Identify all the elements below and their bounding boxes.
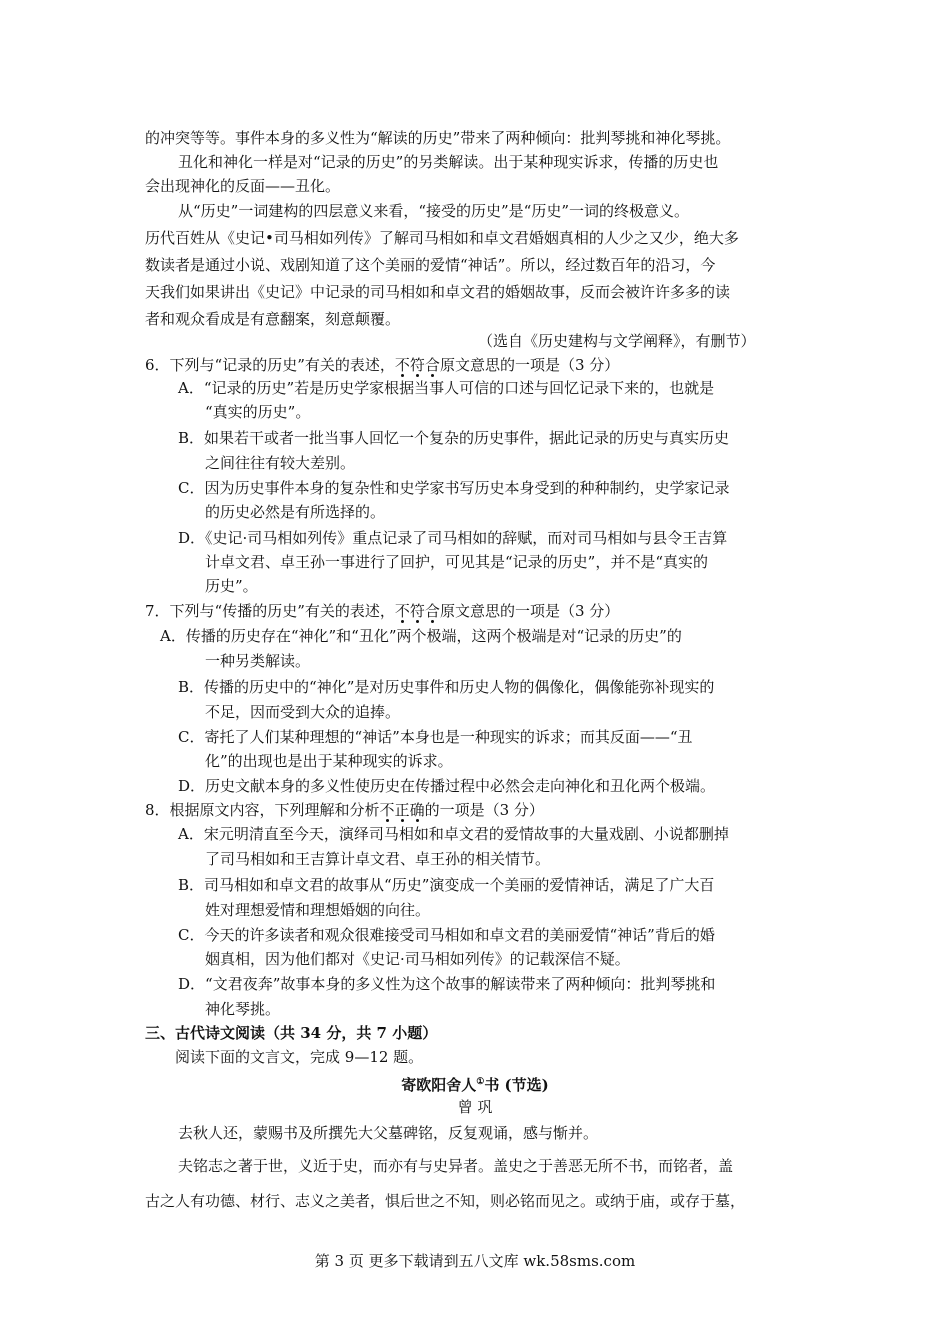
essay-title: 寄欧阳舍人①书 (节选) <box>401 1076 549 1094</box>
passage-line: 者和观众看成是有意翻案，刻意颠覆。 <box>145 310 401 328</box>
emphasis-char: 合 <box>424 602 440 620</box>
q7-option-b-cont: 不足，因而受到大众的追捧。 <box>205 703 401 721</box>
emphasis-char: 符 <box>409 602 425 620</box>
q8-option-a-cont: 了司马相如和王吉算计卓文君、卓王孙的相关情节。 <box>205 850 551 868</box>
emphasis-char: 不 <box>379 801 395 819</box>
passage-line: 历代百姓从《史记•司马相如列传》了解司马相如和卓文君婚姻真相的人少之又少，绝大多 <box>145 229 739 247</box>
emphasis-char: 不 <box>394 356 410 374</box>
section-instruction: 阅读下面的文言文，完成 9—12 题。 <box>175 1048 424 1066</box>
essay-line: 古之人有功德、材行、志义之美者，惧后世之不知，则必铭而见之。或纳于庙，或存于墓， <box>145 1192 746 1210</box>
q6-option-a: A．“记录的历史”若是历史学家根据当事人可信的口述与回忆记录下来的，也就是 <box>178 379 715 397</box>
q6-option-c: C．因为历史事件本身的复杂性和史学家书写历史本身受到的种种制约，史学家记录 <box>178 479 730 497</box>
q8-option-d-cont: 神化琴挑。 <box>205 1000 281 1018</box>
passage-source: （选自《历史建构与文学阐释》，有删节） <box>478 332 756 350</box>
q6-option-d: D．《史记·司马相如列传》重点记录了司马相如的辞赋，而对司马相如与县令王吉算 <box>178 529 728 547</box>
passage-line: 天我们如果讲出《史记》中记录的司马相如和卓文君的婚姻故事，反而会被许许多多的读 <box>145 283 731 301</box>
essay-line: 去秋人还，蒙赐书及所撰先大父墓碑铭，反复观诵，感与惭并。 <box>178 1124 599 1142</box>
emphasis-char: 确 <box>409 801 425 819</box>
q7-option-a-cont: 一种另类解读。 <box>205 652 311 670</box>
q7-option-c-cont: 化”的出现也是出于某种现实的诉求。 <box>205 752 453 770</box>
q6-option-c-cont: 的历史必然是有所选择的。 <box>205 503 386 521</box>
emphasis-char: 合 <box>424 356 440 374</box>
q6-option-b-cont: 之间往往有较大差别。 <box>205 454 356 472</box>
q7-option-c: C．寄托了人们某种理想的“神话”本身也是一种现实的诉求；而其反面——“丑 <box>178 728 693 746</box>
q8-option-b: B．司马相如和卓文君的故事从“历史”演变成一个美丽的爱情神话，满足了广大百 <box>178 876 715 894</box>
q8-option-c-cont: 姻真相，因为他们都对《史记·司马相如列传》的记载深信不疑。 <box>205 950 630 968</box>
passage-line: 的冲突等等。事件本身的多义性为“解读的历史”带来了两种倾向：批判琴挑和神化琴挑。 <box>145 129 731 147</box>
passage-line: 从“历史”一词建构的四层意义来看，“接受的历史”是“历史”一词的终极意义。 <box>178 202 690 220</box>
q8-option-c: C．今天的许多读者和观众很难接受司马相如和卓文君的美丽爱情“神话”背后的婚 <box>178 926 715 944</box>
q8-option-d: D．“文君夜奔”故事本身的多义性为这个故事的解读带来了两种倾向：批判琴挑和 <box>178 975 716 993</box>
essay-author: 曾 巩 <box>457 1098 493 1116</box>
footnote-marker: ① <box>476 1077 485 1087</box>
question-6-stem: 6．下列与“记录的历史”有关的表述，不符合原文意思的一项是（3 分） <box>145 356 620 374</box>
passage-line: 会出现神化的反面——丑化。 <box>145 177 341 195</box>
q6-option-d-cont: 历史”。 <box>205 577 258 595</box>
essay-line: 夫铭志之著于世，义近于史，而亦有与史异者。盖史之于善恶无所不书，而铭者，盖 <box>178 1157 734 1175</box>
q8-option-a: A．宋元明清直至今天，演绎司马相如和卓文君的爱情故事的大量戏剧、小说都删掉 <box>178 825 729 843</box>
q7-option-b: B．传播的历史中的“神化”是对历史事件和历史人物的偶像化，偶像能弥补现实的 <box>178 678 715 696</box>
passage-line: 丑化和神化一样是对“记录的历史”的另类解读。出于某种现实诉求，传播的历史也 <box>178 153 719 171</box>
page-footer: 第 3 页 更多下载请到五八文库 wk.58sms.com <box>314 1252 636 1270</box>
q7-option-d: D．历史文献本身的多义性使历史在传播过程中必然会走向神化和丑化两个极端。 <box>178 777 716 795</box>
q6-option-d-cont: 计卓文君、卓王孙一事进行了回护，可见其是“记录的历史”，并不是“真实的 <box>205 553 709 571</box>
emphasis-char: 正 <box>394 801 410 819</box>
section-heading: 三、古代诗文阅读（共 34 分，共 7 小题） <box>145 1024 438 1042</box>
emphasis-char: 符 <box>409 356 425 374</box>
q7-option-a: A．传播的历史存在“神化”和“丑化”两个极端，这两个极端是对“记录的历史”的 <box>160 627 682 645</box>
q6-option-a-cont: “真实的历史”。 <box>205 403 311 421</box>
question-7-stem: 7．下列与“传播的历史”有关的表述，不符合原文意思的一项是（3 分） <box>145 602 620 620</box>
q6-option-b: B．如果若干或者一批当事人回忆一个复杂的历史事件，据此记录的历史与真实历史 <box>178 429 730 447</box>
passage-line: 数读者是通过小说、戏剧知道了这个美丽的爱情“神话”。所以，经过数百年的沿习，今 <box>145 256 716 274</box>
question-8-stem: 8．根据原文内容，下列理解和分析不正确的一项是（3 分） <box>145 801 544 819</box>
emphasis-char: 不 <box>394 602 410 620</box>
q8-option-b-cont: 姓对理想爱情和理想婚姻的向往。 <box>205 901 431 919</box>
